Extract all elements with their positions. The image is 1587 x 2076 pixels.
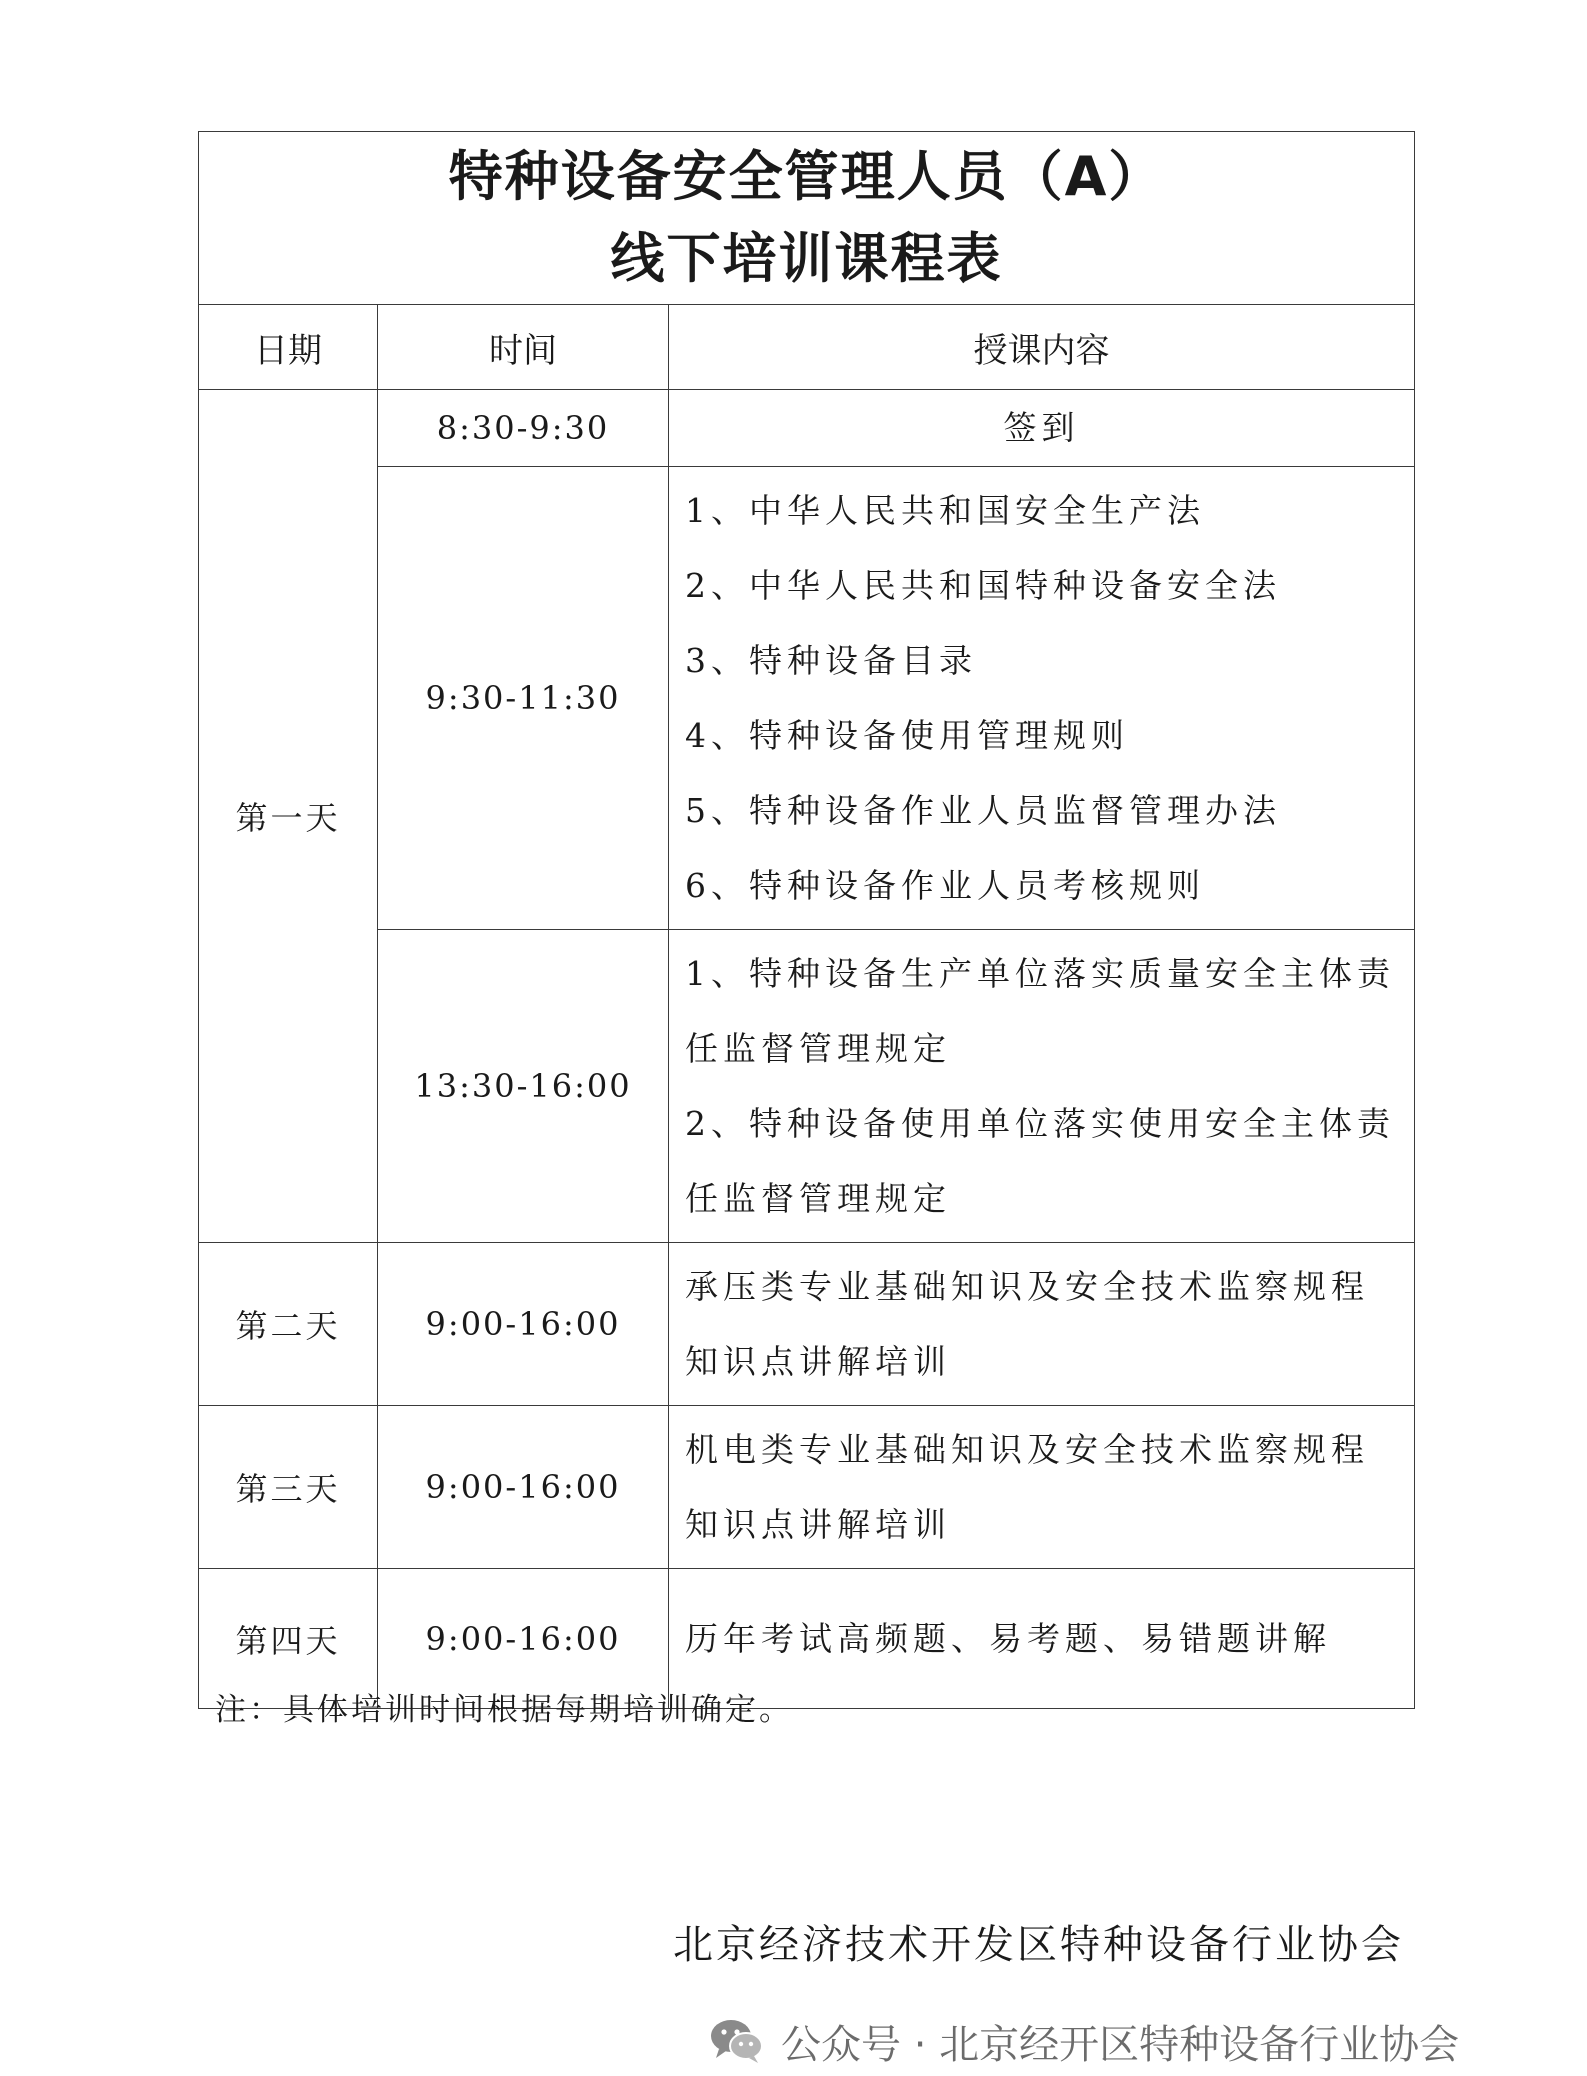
schedule-table <box>198 131 1415 1709</box>
list-item: 2、中华人民共和国特种设备安全法 <box>685 566 1281 605</box>
footnote: 注：具体培训时间根据每期培训确定。 <box>215 1692 793 1728</box>
header-time: 时间 <box>378 305 669 390</box>
list-item: 3、特种设备目录 <box>685 641 977 680</box>
header-row <box>199 305 1415 390</box>
header-date: 日期 <box>199 305 378 390</box>
content-cell <box>669 467 1415 930</box>
time-cell: 9:30-11:30 <box>378 467 669 930</box>
day-label: 第二天 <box>199 1243 378 1406</box>
watermark <box>707 2011 1459 2071</box>
table-row <box>199 930 1415 1243</box>
list-item: 2、特种设备使用单位落实使用安全主体责任监督管理规定 <box>685 1104 1395 1218</box>
document-subtitle: 线下培训课程表 <box>610 227 1003 290</box>
table-row <box>199 390 1415 467</box>
content-cell: 签到 <box>669 390 1415 467</box>
signature: 北京经济技术开发区特种设备行业协会 <box>673 1922 1404 1968</box>
header-content: 授课内容 <box>669 305 1415 390</box>
watermark-text: 公众号 · 北京经开区特种设备行业协会 <box>781 2021 1460 2068</box>
wechat-icon <box>707 2016 767 2066</box>
table-row <box>199 467 1415 930</box>
time-cell: 13:30-16:00 <box>378 930 669 1243</box>
title-cell <box>199 132 1415 305</box>
content-cell: 承压类专业基础知识及安全技术监察规程知识点讲解培训 <box>669 1243 1415 1406</box>
day-label: 第一天 <box>199 390 378 1243</box>
table-row <box>199 1243 1415 1406</box>
list-item: 1、特种设备生产单位落实质量安全主体责任监督管理规定 <box>685 954 1395 1068</box>
content-cell <box>669 930 1415 1243</box>
day-label: 第三天 <box>199 1406 378 1569</box>
list-item: 4、特种设备使用管理规则 <box>685 716 1129 755</box>
time-cell: 8:30-9:30 <box>378 390 669 467</box>
list-item: 1、中华人民共和国安全生产法 <box>685 491 1205 530</box>
content-cell: 历年考试高频题、易考题、易错题讲解 <box>669 1569 1415 1709</box>
time-cell: 9:00-16:00 <box>378 1569 669 1709</box>
table-row <box>199 1406 1415 1569</box>
list-item: 5、特种设备作业人员监督管理办法 <box>685 791 1281 830</box>
day-label: 第四天 <box>199 1569 378 1709</box>
document-title: 特种设备安全管理人员（A） <box>448 145 1165 208</box>
list-item: 6、特种设备作业人员考核规则 <box>685 866 1205 905</box>
content-cell: 机电类专业基础知识及安全技术监察规程知识点讲解培训 <box>669 1406 1415 1569</box>
time-cell: 9:00-16:00 <box>378 1406 669 1569</box>
time-cell: 9:00-16:00 <box>378 1243 669 1406</box>
